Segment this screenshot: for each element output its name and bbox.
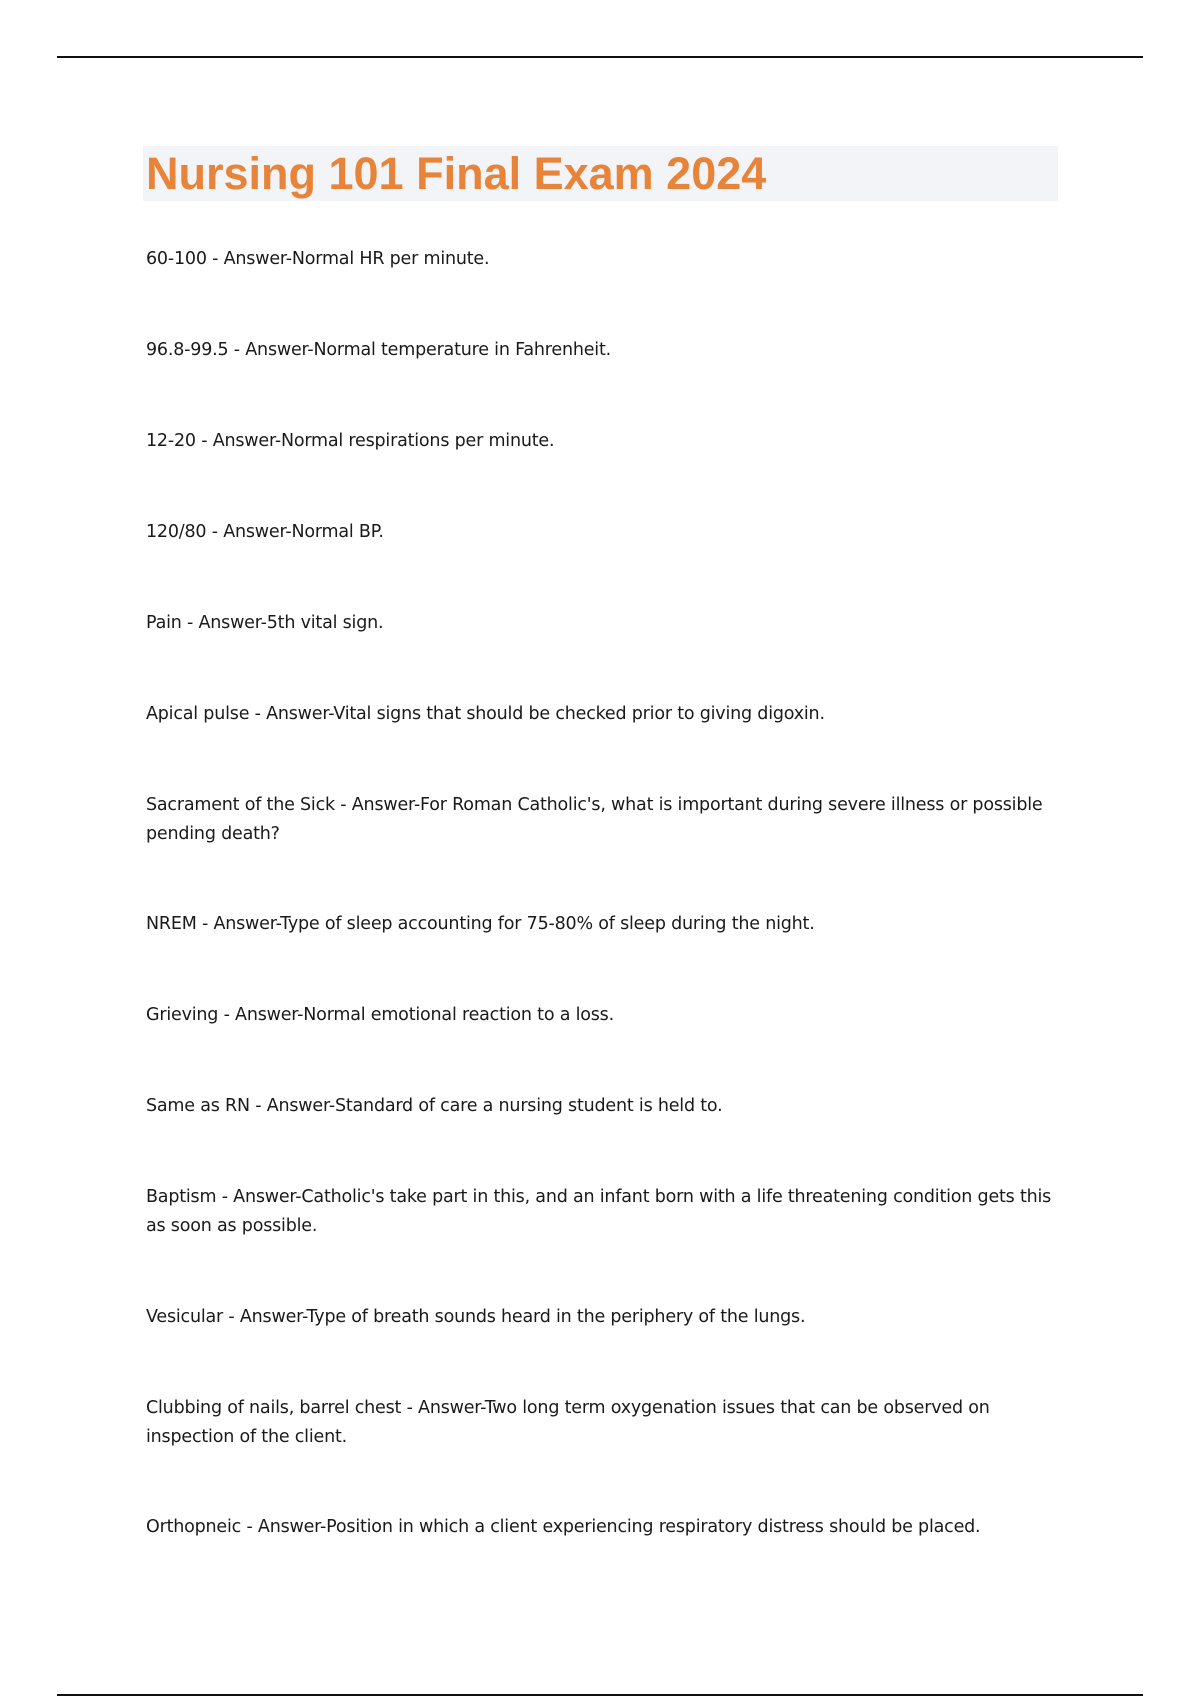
qa-item-3: 12-20 - Answer-Normal respirations per minute.	[146, 431, 555, 451]
qa-item-7: Sacrament of the Sick - Answer-For Roman Catholic's, what is important during severe illness or possible pending death?	[146, 795, 1043, 844]
qa-item-2: 96.8-99.5 - Answer-Normal temperature in Fahrenheit.	[146, 340, 611, 360]
qa-item-10: Same as RN - Answer-Standard of care a nursing student is held to.	[146, 1096, 723, 1116]
qa-item-11: Baptism - Answer-Catholic's take part in this, and an infant born with a life threatening condition gets this as soon as possible.	[146, 1187, 1052, 1236]
qa-item-4: 120/80 - Answer-Normal BP.	[146, 522, 384, 542]
qa-item-13: Clubbing of nails, barrel chest - Answer-Two long term oxygenation issues that can be observed on inspection of the client.	[146, 1398, 990, 1447]
qa-item-9: Grieving - Answer-Normal emotional reaction to a loss.	[146, 1005, 614, 1025]
qa-item-6: Apical pulse - Answer-Vital signs that should be checked prior to giving digoxin.	[146, 704, 825, 724]
qa-item-1: 60-100 - Answer-Normal HR per minute.	[146, 249, 490, 269]
qa-item-14: Orthopneic - Answer-Position in which a client experiencing respiratory distress should be placed.	[146, 1517, 981, 1537]
footer-rule	[57, 1694, 1143, 1696]
document-title: Nursing 101 Final Exam 2024	[146, 148, 767, 199]
header-rule	[57, 56, 1143, 58]
qa-item-12: Vesicular - Answer-Type of breath sounds heard in the periphery of the lungs.	[146, 1307, 806, 1327]
qa-item-8: NREM - Answer-Type of sleep accounting for 75-80% of sleep during the night.	[146, 914, 815, 934]
qa-item-5: Pain - Answer-5th vital sign.	[146, 613, 384, 633]
